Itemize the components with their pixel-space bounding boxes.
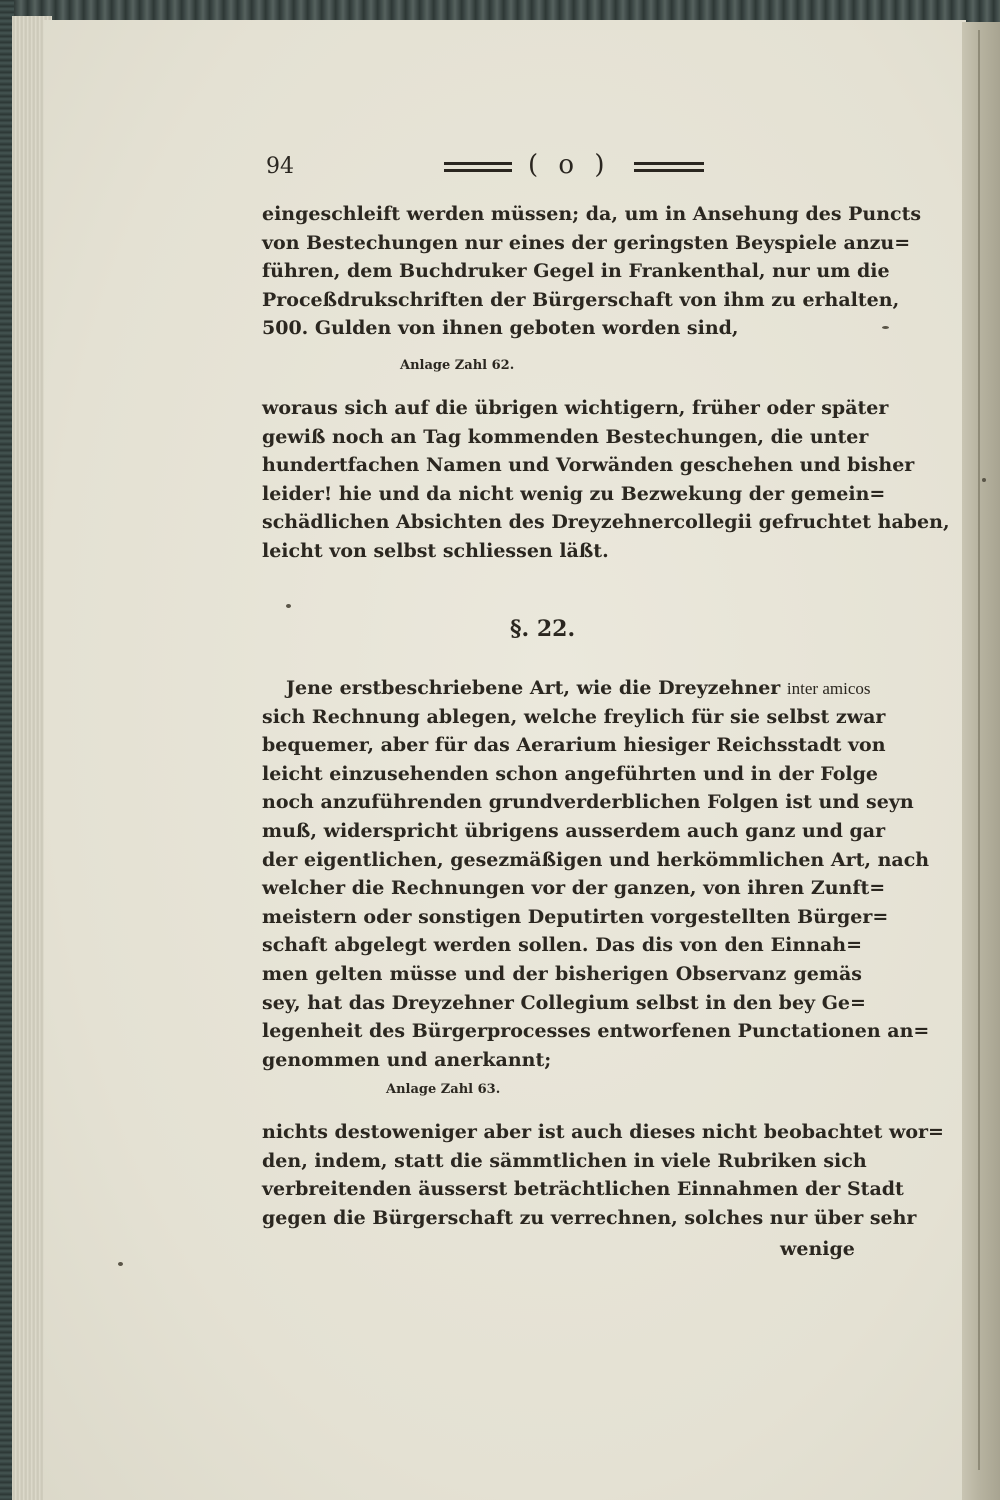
paper-speck: [286, 604, 291, 608]
text-line: bequemer, aber für das Aerarium hiesiger Reichsstadt von: [262, 734, 886, 757]
text-line: leider! hie und da nicht wenig zu Bezwekung der gemein=: [262, 482, 886, 505]
text-line: sey, hat das Dreyzehner Collegium selbst in den bey Ge=: [262, 991, 866, 1014]
paper-speck: [882, 326, 889, 329]
text-line: eingeschleift werden müssen; da, um in Ansehung des Puncts: [262, 203, 922, 225]
paragraph-1: [262, 200, 922, 343]
running-header: [266, 150, 866, 190]
header-ornament: ( o ): [528, 150, 611, 180]
text-line: gegen die Bürgerschaft zu verrechnen, solches nur über sehr: [262, 1206, 917, 1229]
text-line-start: Jene erstbeschriebene Art, wie die Dreyzehner: [286, 677, 781, 699]
text-line: leicht von selbst schliessen läßt.: [262, 539, 609, 562]
text-line: gewiß noch an Tag kommenden Bestechungen, die unter: [262, 425, 869, 448]
text-line: der eigentlichen, gesezmäßigen und herkömmlichen Art, nach: [262, 848, 930, 871]
text-line: noch anzuführenden grundverderblichen Folgen ist und seyn: [262, 791, 914, 814]
annex-reference-63: Anlage Zahl 63.: [386, 1082, 501, 1097]
text-line: welcher die Rechnungen vor der ganzen, von ihren Zunft=: [262, 877, 886, 900]
paragraph-2: [262, 394, 950, 566]
text-line-first: [262, 674, 871, 703]
text-line: legenheit des Bürgerprocesses entworfenen Punctationen an=: [262, 1020, 930, 1043]
book-gutter: [962, 22, 1000, 1500]
text-line: führen, dem Buchdruker Gegel in Frankenthal, nur um die: [262, 260, 890, 283]
text-line: 500. Gulden von ihnen geboten worden sind,: [262, 317, 739, 340]
text-line: genommen und anerkannt;: [262, 1048, 552, 1071]
header-rule-left: [444, 162, 512, 172]
text-line: woraus sich auf die übrigen wichtigern, früher oder später: [262, 397, 889, 419]
text-line: men gelten müsse und der bisherigen Observanz gemäs: [262, 962, 862, 985]
text-line: den, indem, statt die sämmtlichen in viele Rubriken sich: [262, 1149, 867, 1172]
catchword: wenige: [780, 1238, 855, 1260]
gutter-shadow-line: [978, 30, 980, 1470]
latin-phrase: inter amicos: [786, 679, 871, 698]
text-line: meistern oder sonstigen Deputirten vorgestellten Bürger=: [262, 905, 889, 928]
text-line: schaft abgelegt werden sollen. Das dis von den Einnah=: [262, 934, 862, 957]
section-heading: §. 22.: [510, 616, 576, 642]
text-line: schädlichen Absichten des Dreyzehnercollegii gefruchtet haben,: [262, 511, 950, 534]
header-rule-right: [634, 162, 704, 172]
page-number: 94: [266, 154, 294, 179]
text-line: verbreitenden äusserst beträchtlichen Einnahmen der Stadt: [262, 1178, 904, 1201]
paper-speck: [118, 1262, 123, 1266]
paper-speck: [982, 478, 986, 482]
text-line: von Bestechungen nur eines der geringsten Beyspiele anzu=: [262, 231, 911, 254]
book-top-edge: [0, 0, 1000, 22]
text-line: nichts destoweniger aber ist auch dieses nicht beobachtet wor=: [262, 1121, 944, 1143]
text-line: sich Rechnung ablegen, welche freylich für sie selbst zwar: [262, 705, 886, 728]
text-line: muß, widerspricht übrigens ausserdem auch ganz und gar: [262, 819, 886, 842]
text-line: leicht einzusehenden schon angeführten und in der Folge: [262, 762, 878, 785]
paragraph-4: [262, 1118, 944, 1232]
annex-reference-62: Anlage Zahl 62.: [400, 358, 515, 373]
text-line: Proceßdrukschriften der Bürgerschaft von ihm zu erhalten,: [262, 288, 900, 311]
paragraph-3: [262, 674, 930, 1074]
text-line: hundertfachen Namen und Vorwänden geschehen und bisher: [262, 454, 915, 477]
